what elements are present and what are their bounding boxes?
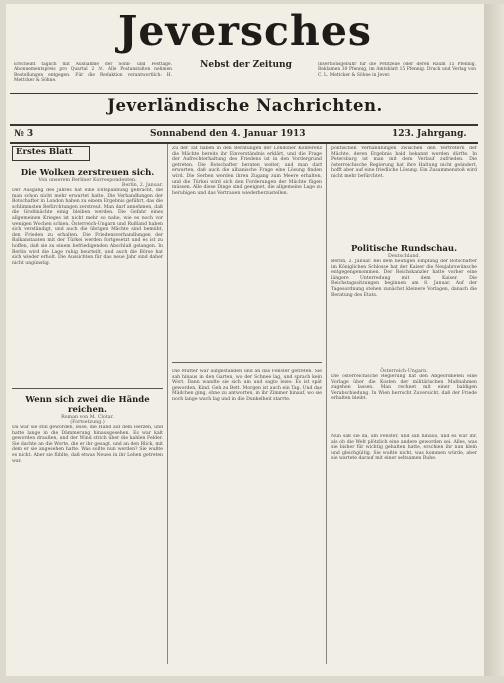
dateline-berlin: Berlin, 2. Januar. <box>121 183 163 188</box>
rule-top <box>10 93 478 94</box>
section-politische-rundschau: Politische Rundschau. <box>350 244 458 254</box>
byline: Von unserem Berliner Korrespondenten. <box>38 178 137 183</box>
column-3-body-4: Nun saß sie da, am Fenster, und sah hinaus, und es war ihr, als ob die Welt plötzlich eine andere geworden sei. Alles, was sie bisher für wichtig gehalten hatte, erschien ihr nun klein und gleichgültig. Sie wußte nicht, was kommen würde, aber sie wartete darauf mit einer seltsamen Ruhe. <box>331 434 477 462</box>
column-2-body-1: Zu der Tat haben in den Beratungen der Londoner Konferenz die Mächte bereits ihr Einverständnis erklärt, und die Frage der Aufrechterhaltung des Friedens ist in den Vordergrund getreten. Die Botschafter beraten weiter, und man darf erwarten, daß auch die albanische Frage eine Lösung finden wird. Die Serben werden ihren Zugang zum Meere erhalten, und die Türkei wird sich den Forderungen der Mächte fügen müssen. Alle diese Dinge sind geeignet, die allgemeine Lage zu beruhigen und das Vertrauen wiederherzustellen. <box>172 146 322 196</box>
section-erstes-blatt: Erstes Blatt <box>16 147 73 157</box>
headline-wolken: Die Wolken zerstreuen sich. <box>20 168 155 178</box>
column-rule-2 <box>326 144 327 664</box>
serial-title: Wenn sich zwei die Hände reichen. <box>25 395 150 415</box>
masthead-title: Jeversches <box>117 7 373 55</box>
column-3-body-1: politischen Verhandlungen zwischen den Vertretern der Mächte, deren Ergebnis bald bekannt werden dürfte. In Petersburg ist man mit dem Verlauf zufrieden. Die österreichische Regierung hat ihre Haltung nicht geändert, hofft aber auf eine friedliche Lösung. Ein Zusammenstoß wird nicht mehr befürchtet. <box>331 146 477 179</box>
column-3-body-2: Berlin, 2. Januar. Bei dem heutigen Empfang der Botschafter im Königlichen Schlosse hat der Kaiser die Neujahrswünsche entgegengenommen. Der Reichskanzler hatte vorher eine längere Unterredung mit dem Kaiser. Die Reichstagssitzungen beginnen am 8. Januar. Auf der Tagesordnung stehen zunächst kleinere Vorlagen, danach die Beratung des Etats. <box>331 259 477 298</box>
column-2 <box>172 146 322 664</box>
issue-number: № 3 <box>14 129 34 139</box>
serial-body: Da war sie still geworden, leise, die Hand auf dem Herzen, und hatte lange in die Dämmerung hinausgesehen. Es war kalt geworden draußen, und der Wind strich über die kahlen Felder. Sie dachte an die Worte, die er ihr gesagt, und an den Blick, mit dem er sie angesehen hatte. Was sollte nun werden? Sie wußte es nicht. Aber sie fühlte, daß etwas Neues in ihr Leben getreten war. <box>12 425 163 464</box>
rule-subtitle <box>10 124 478 126</box>
rule-dateline <box>10 142 478 144</box>
page-edge <box>484 4 504 676</box>
masthead <box>6 2 484 60</box>
issue-date: Sonnabend den 4. Januar 1913 <box>150 129 306 139</box>
column-3 <box>331 146 477 664</box>
volume: 123. Jahrgang. <box>392 129 467 139</box>
column-3-body-3: Die österreichische Regierung hat den Abgeordneten eine Vorlage über die Kosten der militärischen Maßnahmen zugehen lassen. Man rechnet mit einer baldigen Verabschiedung. In Wien herrscht Zuversicht, daß der Friede erhalten bleibt. <box>331 374 477 402</box>
column-2-body-2: Die Mutter war aufgestanden und an das Fenster getreten. Sie sah hinaus in den Garten, wo der Schnee lag, und sprach kein Wort. Dann wandte sie sich um und sagte leise: Es ist spät geworden, Kind. Geh zu Bett. Morgen ist auch ein Tag. Und das Mädchen ging, ohne zu antworten, in ihr Zimmer hinauf, wo sie noch lange wach lag und in die Dunkelheit starrte. <box>172 369 322 402</box>
nebst-der-zeitung: Nebst der Zeitung <box>200 60 292 70</box>
serial-byline: Roman von M. Clotar. <box>61 415 114 420</box>
column-rule-1 <box>167 144 168 664</box>
header-left-note: Erscheint täglich mit Ausnahme der Sonn- und Festtage. Abonnementspreis pro Quartal 2 ℳ. Alle Postanstalten nehmen Bestellungen entgegen. Für die Redaktion verantwortlich: H. Mettcker & Söhne. <box>14 62 172 84</box>
header-right-note: Insertionsgebühr für die Petitzeile oder deren Raum 15 Pfennig, Reklamen 30 Pfennig, im Amtsblatt 15 Pfennig. Druck und Verlag von C. L. Mettcker & Söhne in Jever. <box>318 62 476 78</box>
subsection-oesterreich: Österreich-Ungarn. <box>380 369 428 374</box>
article-divider <box>12 388 163 389</box>
serial-part: (Fortsetzung.) <box>70 420 105 425</box>
subsection-deutschland: Deutschland. <box>387 254 421 259</box>
subtitle: Jeverländische Nachrichten. <box>107 96 383 115</box>
column-1 <box>12 146 163 664</box>
article-body: Der Ausgang des Jahres hat eine Entspannung gebracht, die man schon nicht mehr erwartet hatte. Die Verhandlungen der Botschafter in London haben zu einem Ergebnis geführt, das die schlimmsten Befürchtungen zerstreut. Man darf annehmen, daß die Großmächte einig bleiben werden. Die Gefahr eines allgemeinen Krieges ist nicht mehr so nahe, wie es noch vor wenigen Wochen schien. Österreich-Ungarn und Rußland haben sich verständigt, und auch die übrigen Mächte sind bemüht, den Frieden zu erhalten. Die Friedensverhandlungen der Balkanstaaten mit der Türkei werden fortgesetzt und es ist zu hoffen, daß sie zu einem befriedigenden Abschluß gelangen. In Berlin wird die Lage ruhig beurteilt, und auch die Börse hat sich wieder erholt. Die Aussichten für das neue Jahr sind daher nicht ungünstig. <box>12 188 163 266</box>
column-2-divider <box>172 362 322 363</box>
